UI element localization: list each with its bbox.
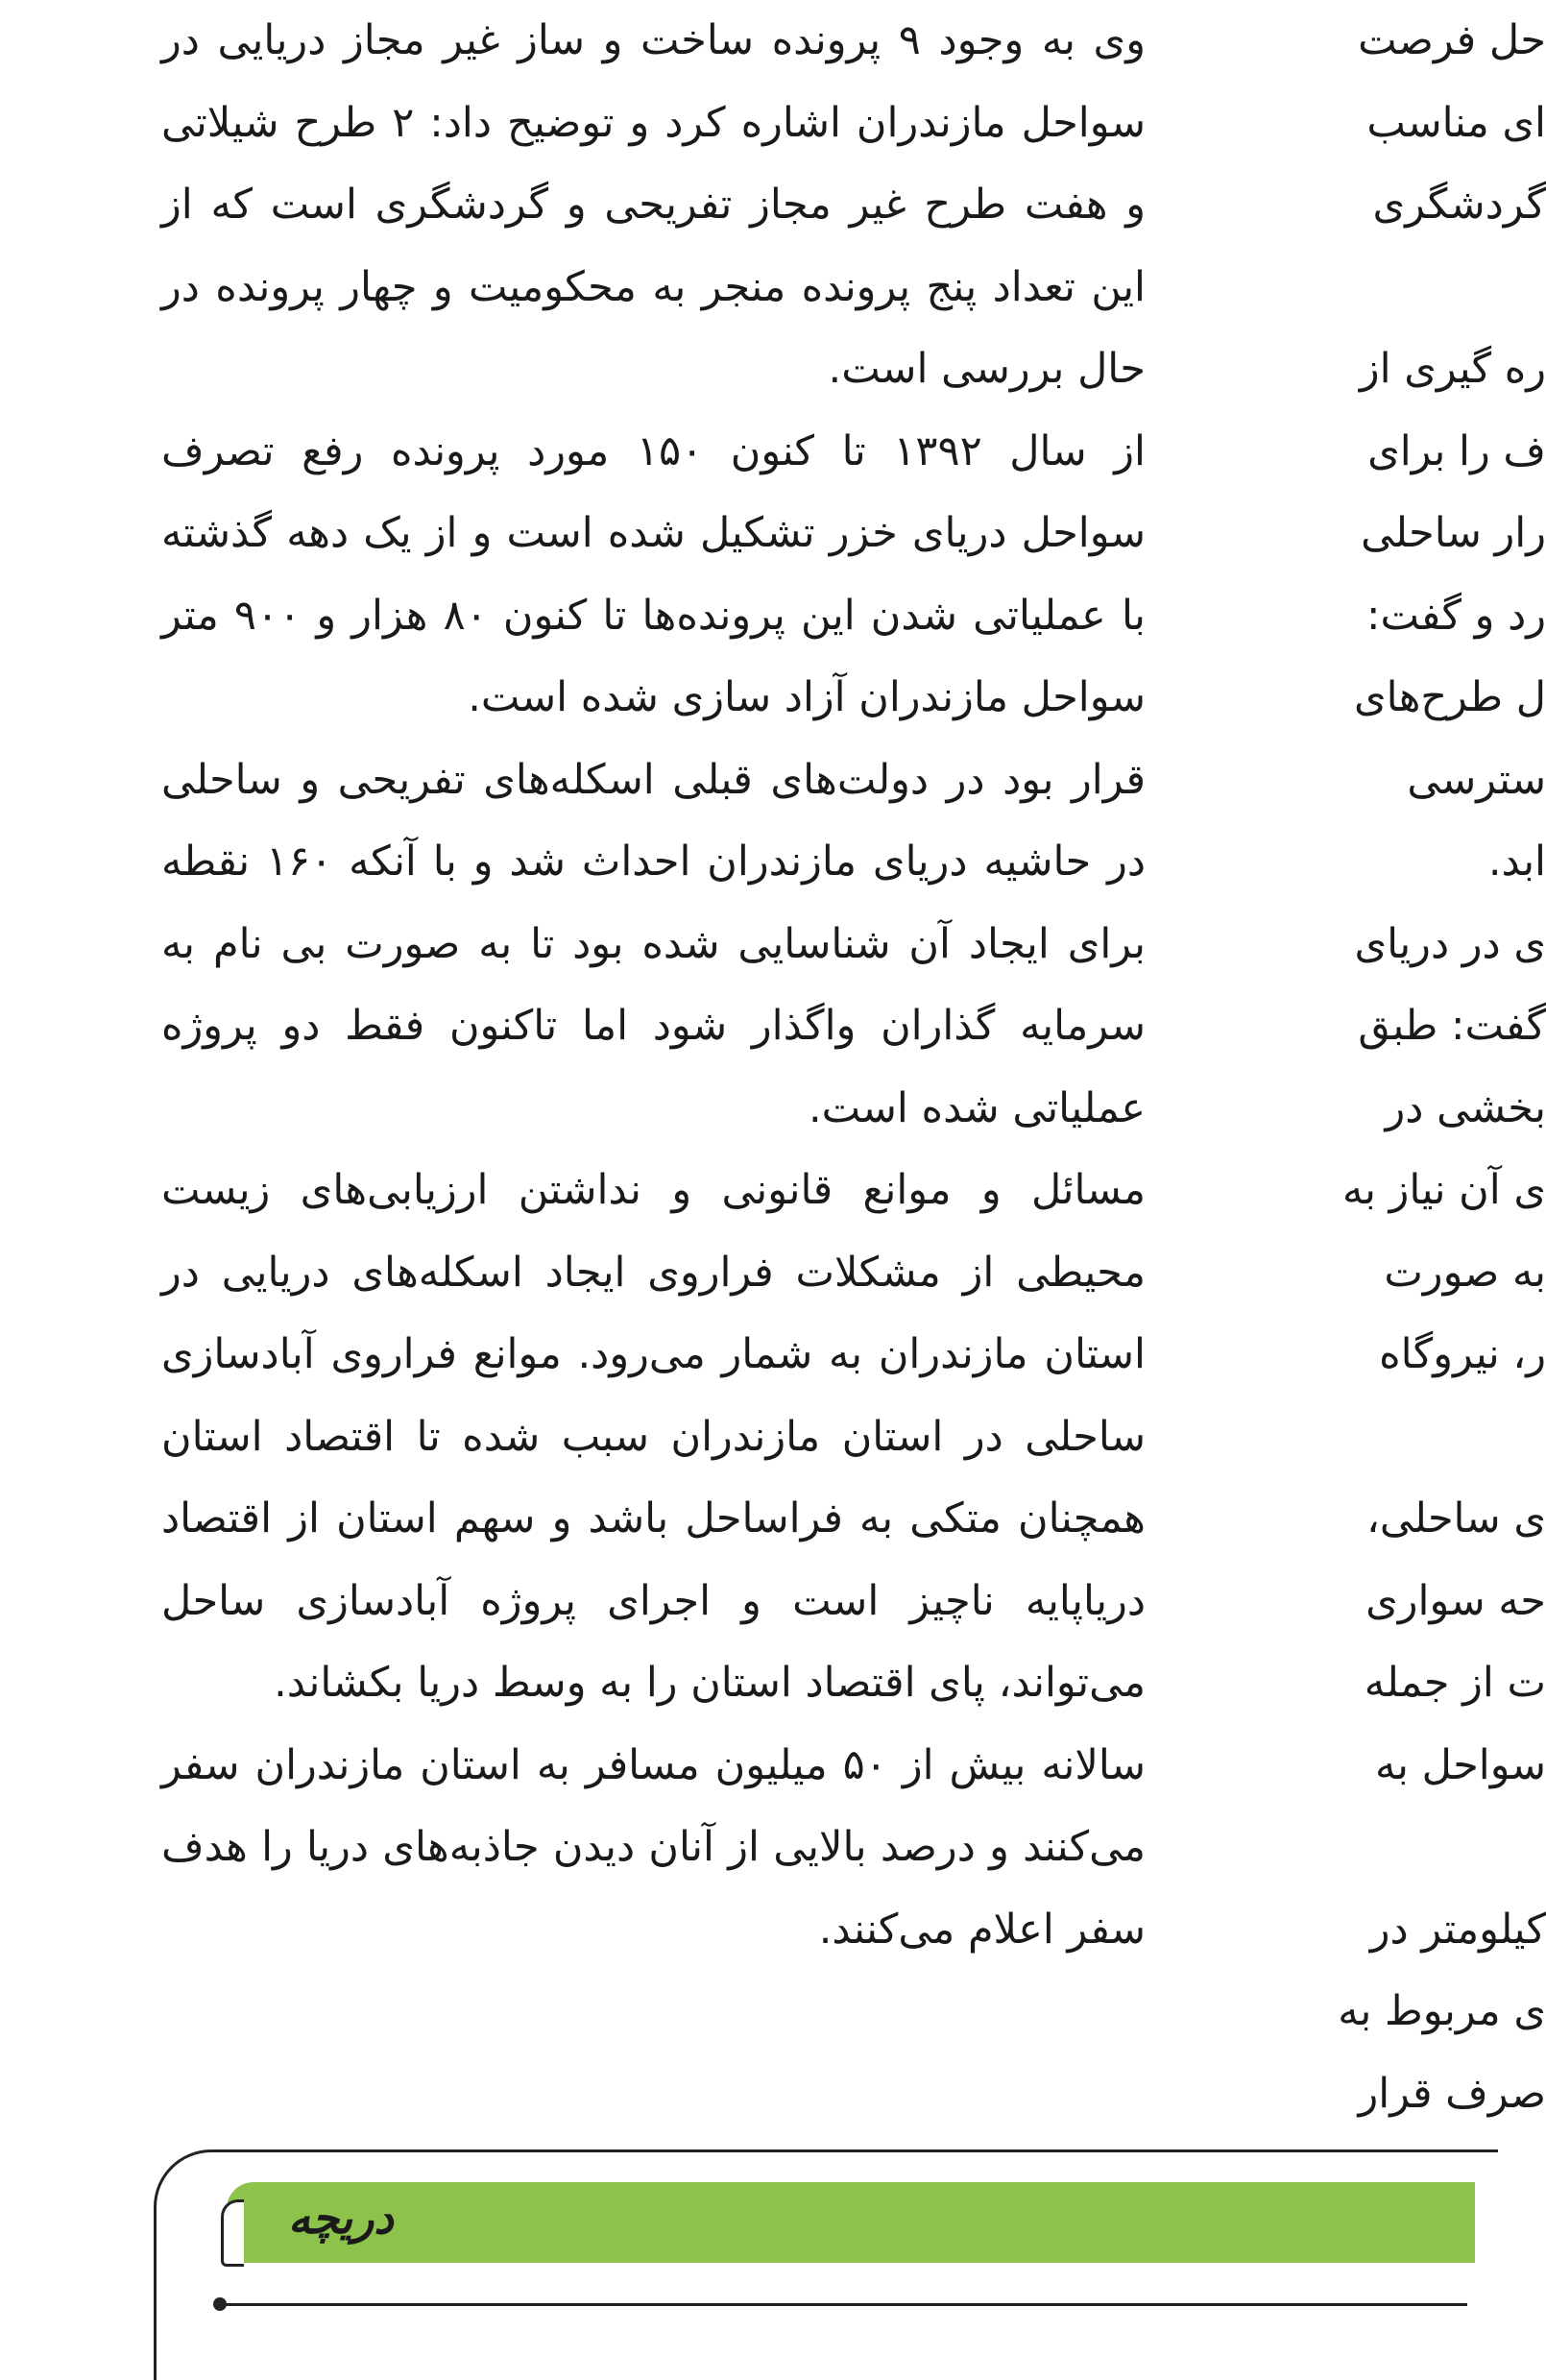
right-column-line: سواحل به xyxy=(1374,1740,1546,1789)
right-column-line: ای مناسب xyxy=(1366,98,1546,147)
right-column-line: حل فرصت xyxy=(1358,16,1546,64)
right-column-line: ی مربوط به xyxy=(1338,1987,1546,2035)
divider-dot xyxy=(213,2297,227,2311)
right-column-line: ی در دریای xyxy=(1354,919,1546,968)
right-column-gap xyxy=(1239,247,1546,329)
paragraph-tourists: سالانه بیش از ۵۰ میلیون مسافر به استان مازندران سفر می‌کنند و درصد بالایی از آنان دیدن جاذبه‌های دریا را هدف سفر اعلام می‌کنند. xyxy=(161,1740,1146,1954)
right-article-column-clipped xyxy=(1239,0,1546,2135)
paragraph-violations: وی به وجود ۹ پرونده ساخت و ساز غیر مجاز دریایی در سواحل مازندران اشاره کرد و توضیح داد: ۲ طرح شیلاتی و هفت طرح غیر مجاز تفریحی و گردشگری است که از این تعداد پنج پرونده منجر به محکومیت و چهار پرونده در حال بررسی است. xyxy=(161,16,1147,393)
right-column-line: ت از جمله xyxy=(1364,1659,1546,1707)
right-column-line: سترسی xyxy=(1407,755,1546,804)
sidebar-box-tab xyxy=(221,2199,244,2267)
right-column-line: ابد. xyxy=(1487,838,1546,886)
right-column-line: صرف قرار xyxy=(1358,2069,1546,2118)
sidebar-box-header-bar xyxy=(227,2182,1475,2263)
main-article-column xyxy=(161,0,1146,1971)
right-column-line: ی آن نیاز به xyxy=(1341,1166,1546,1214)
right-column-line: کیلومتر در xyxy=(1369,1905,1546,1954)
right-column-line: بخشی در xyxy=(1385,1083,1546,1132)
right-column-line: رار ساحلی xyxy=(1361,509,1546,557)
right-column-line: به صورت xyxy=(1384,1248,1546,1297)
paragraph-legal-obstacles: مسائل و موانع قانونی و نداشتن ارزیابی‌های زیست محیطی از مشکلات فراروی ایجاد اسکله‌های دریایی در استان مازندران به شمار می‌رود. موانع فراروی آبادسازی ساحلی در استان مازندران سبب شده تا اقتصاد استان همچنان متکی به فراساحل باشد و سهم استان از اقتصاد دریاپایه ناچیز است و اجرای پروژه آبادسازی ساحل می‌تواند، پای اقتصاد استان را به وسط دریا بکشاند. xyxy=(161,1166,1146,1707)
paragraph-piers-plan: قرار بود در دولت‌های قبلی اسکله‌های تفریحی و ساحلی در حاشیه دریای مازندران احداث شد و با آنکه ۱۶۰ نقطه برای ایجاد آن شناسایی شده بود تا به صورت بی نام به سرمایه گذاران واگذار شود اما تاکنون فقط دو پروژه عملیاتی شده است. xyxy=(161,755,1147,1132)
right-column-line: رد و گفت: xyxy=(1366,591,1546,640)
sidebar-box-title: دریچه xyxy=(288,2192,394,2244)
sidebar-box-divider xyxy=(219,2303,1467,2306)
right-column-line: ل طرح‌های xyxy=(1353,673,1546,721)
right-column-line: ی ساحلی، xyxy=(1366,1494,1546,1542)
right-column-line: ره گیری از xyxy=(1359,345,1546,393)
right-column-line: گردشگری xyxy=(1372,181,1546,229)
paragraph-eviction-cases: از سال ۱۳۹۲ تا کنون ۱۵۰ مورد پرونده رفع تصرف سواحل دریای خزر تشکیل شده است و از یک دهه گذشته با عملیاتی شدن این پرونده‌ها تا کنون ۸۰ هزار و ۹۰۰ متر سواحل مازندران آزاد سازی شده است. xyxy=(161,426,1147,721)
right-column-line: ف را برای xyxy=(1367,426,1546,475)
right-column-line: ر، نیروگاه xyxy=(1379,1330,1546,1378)
right-column-line: گفت: طبق xyxy=(1358,1002,1546,1050)
right-column-line: حه سواری xyxy=(1365,1576,1546,1625)
right-column-gap xyxy=(1239,1396,1546,1479)
right-column-gap xyxy=(1239,1807,1546,1889)
